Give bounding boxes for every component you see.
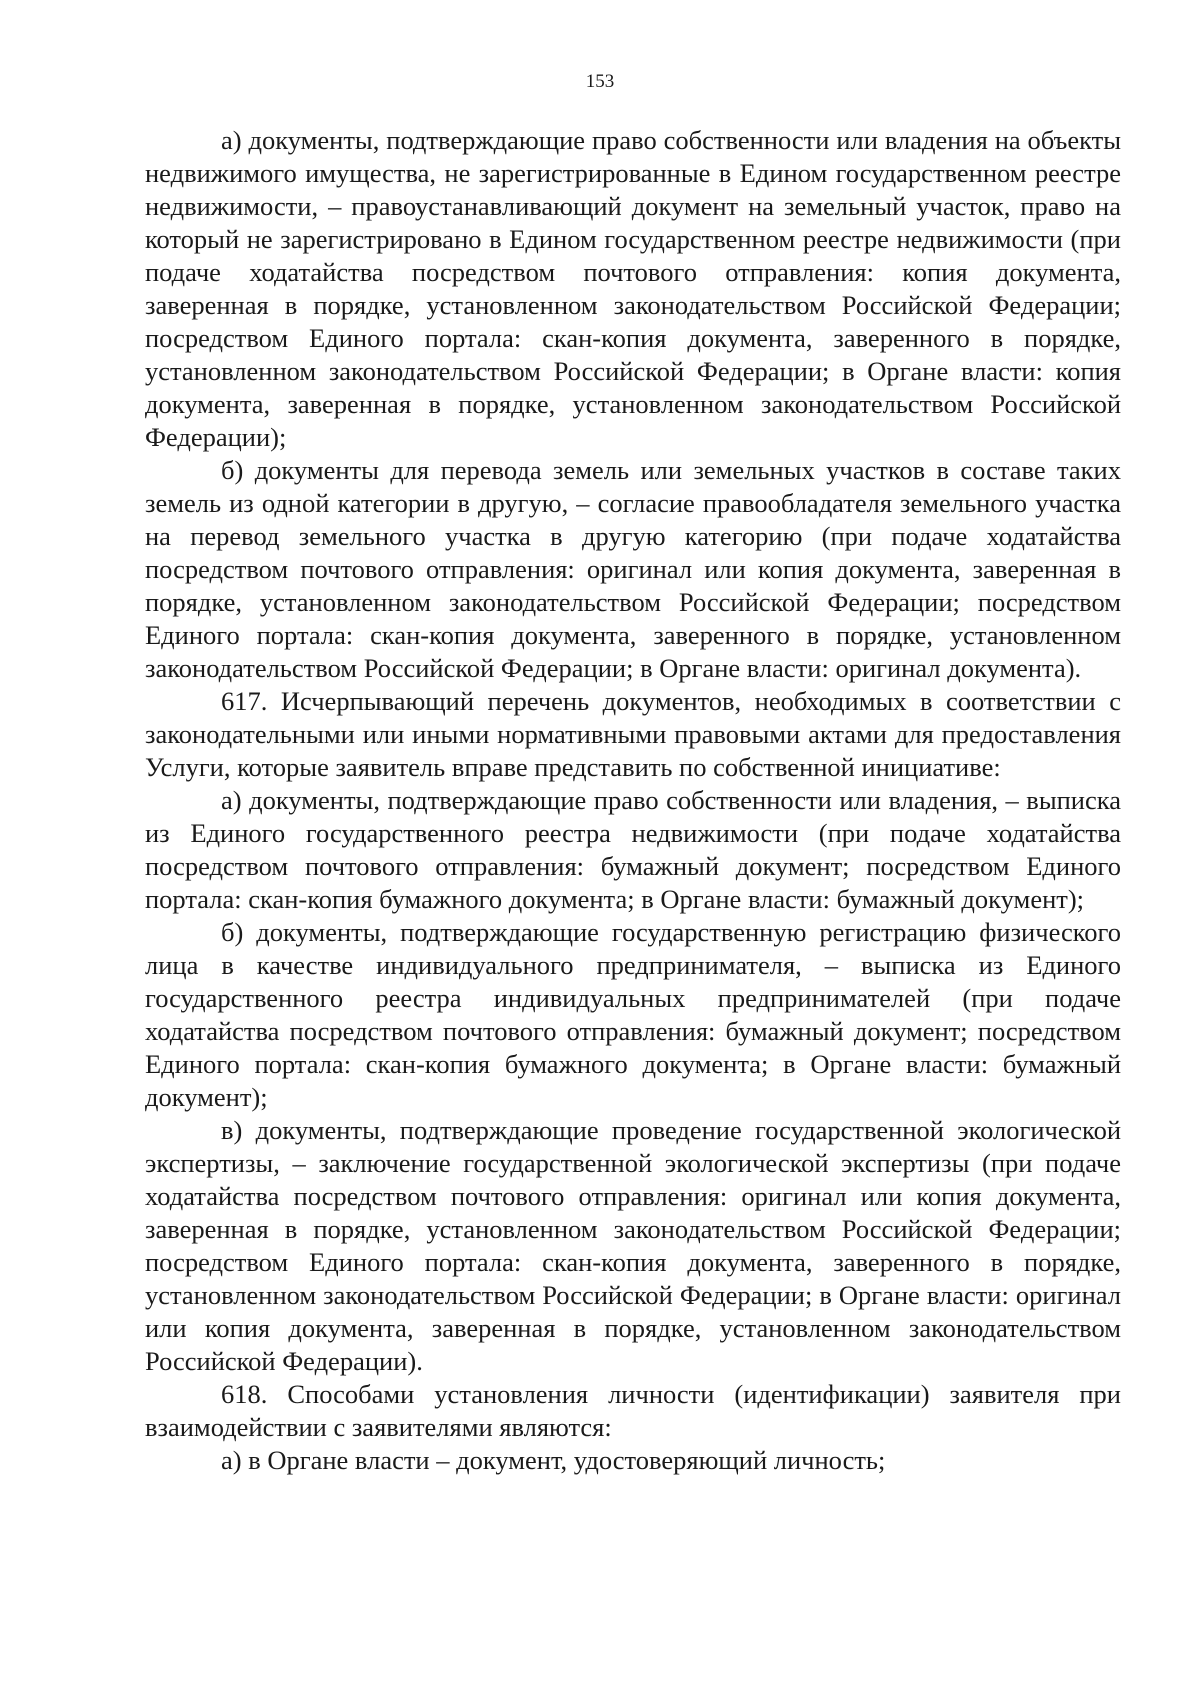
paragraph-a-ownership-documents-unregistered: а) документы, подтверждающие право собственности или владения на объекты недвижимого имущества, не зарегистрированные в Едином государственном реестре недвижимости, – правоустанавливающий документ на земельный участок, право на который не зарегистрировано в Едином государственном реестре недвижимости (при подаче ходатайства посредством почтового отправления: копия документа, заверенная в порядке, установленном законодательством Российской Федерации; посредством Единого портала: скан-копия документа, заверенного в порядке, установленном законодательством Российской Федерации; в Органе власти: копия документа, заверенная в порядке, установленном законодательством Российской Федерации);	[145, 125, 1121, 452]
paragraph-a-identity-document: а) в Органе власти – документ, удостоверяющий личность;	[221, 1445, 886, 1475]
paragraph-a-egrn-extract: а) документы, подтверждающие право собственности или владения, – выписка из Единого государственного реестра недвижимости (при подаче ходатайства посредством почтового отправления: бумажный документ; посредством Единого портала: скан-копия бумажного документа; в Органе власти: бумажный документ);	[145, 785, 1121, 914]
page-number: 153	[585, 71, 615, 92]
paragraph-b-egrip-extract: б) документы, подтверждающие государственную регистрацию физического лица в качестве индивидуального предпринимателя, – выписка из Единого государственного реестра индивидуальных предпринимателей (при подаче ходатайства посредством почтового отправления: бумажный документ; посредством Единого портала: скан-копия бумажного документа; в Органе власти: бумажный документ);	[145, 917, 1121, 1112]
paragraph-617-heading: 617. Исчерпывающий перечень документов, необходимых в соответствии с законодательными или иными нормативными правовыми актами для предоставления Услуги, которые заявитель вправе представить по собственной инициативе:	[145, 686, 1121, 782]
paragraph-b-land-category-transfer: б) документы для перевода земель или земельных участков в составе таких земель из одной категории в другую, – согласие правообладателя земельного участка на перевод земельного участка в другую категорию (при подаче ходатайства посредством почтового отправления: оригинал или копия документа, заверенная в порядке, установленном законодательством Российской Федерации; посредством Единого портала: скан-копия документа, заверенного в порядке, установленном законодательством Российской Федерации; в Органе власти: оригинал документа).	[145, 455, 1121, 683]
paragraph-c-ecological-expertise: в) документы, подтверждающие проведение государственной экологической экспертизы, – заключение государственной экологической экспертизы (при подаче ходатайства посредством почтового отправления: оригинал или копия документа, заверенная в порядке, установленном законодательством Российской Федерации; посредством Единого портала: скан-копия документа, заверенного в порядке, установленном законодательством Российской Федерации; в Органе власти: оригинал или копия документа, заверенная в порядке, установленном законодательством Российской Федерации).	[145, 1115, 1121, 1376]
paragraph-618-heading: 618. Способами установления личности (идентификации) заявителя при взаимодействии с заявителями являются:	[145, 1379, 1121, 1442]
document-body	[145, 124, 1121, 1477]
